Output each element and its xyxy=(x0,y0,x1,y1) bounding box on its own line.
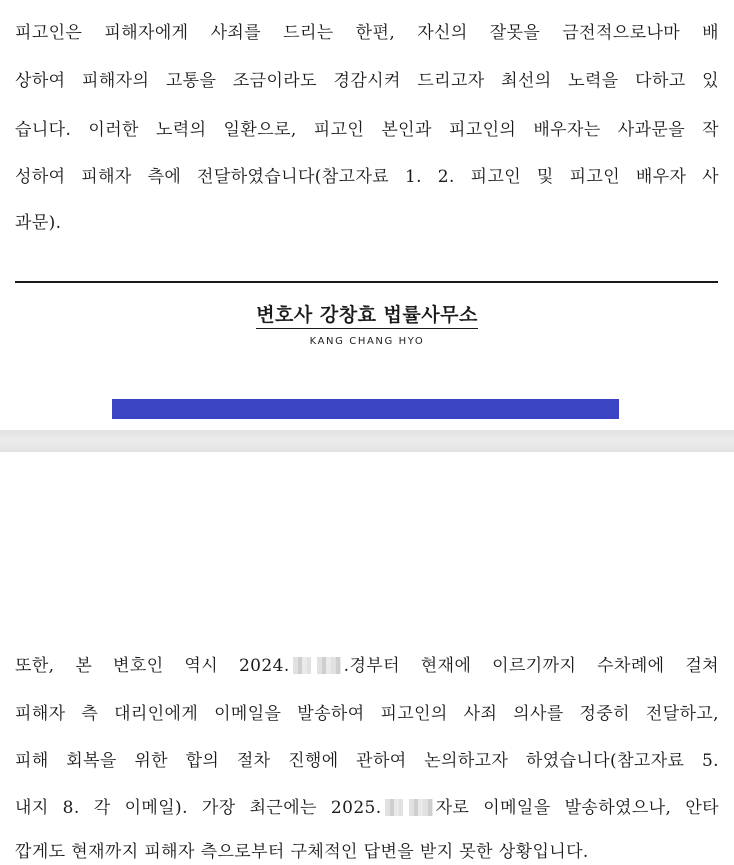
redaction-mark xyxy=(317,657,341,674)
paragraph-line: 피고인은 피해자에게 사죄를 드리는 한편, 자신의 잘못을 금전적으로나마 배 xyxy=(15,23,719,43)
law-firm-name: 변호사 강창효 법률사무소 xyxy=(0,300,734,327)
paragraph-line: 상하여 피해자의 고통을 조금이라도 경감시켜 드리고자 최선의 노력을 다하고 있 xyxy=(15,71,719,91)
paragraph-line: 습니다. 이러한 노력의 일환으로, 피고인 본인과 피고인의 배우자는 사과문을 작 xyxy=(15,120,719,140)
page-break xyxy=(0,430,734,452)
redaction-mark xyxy=(385,799,403,816)
redaction-mark xyxy=(293,657,311,674)
paragraph-line: 깝게도 현재까지 피해자 측으로부터 구체적인 답변을 받지 못한 상황입니다. xyxy=(15,842,589,862)
document-page-top xyxy=(0,0,734,430)
redaction-mark xyxy=(409,799,433,816)
paragraph-line: 과문). xyxy=(15,213,62,233)
document-page-bottom xyxy=(0,452,734,865)
law-firm-english-name: KANG CHANG HYO xyxy=(309,336,425,347)
paragraph-line: 내지 8. 각 이메일). 가장 최근에는 2025. 자로 이메일을 발송하였으나, 안타 xyxy=(15,798,719,818)
footer-divider xyxy=(15,281,718,283)
paragraph-line: 피해 회복을 위한 합의 절차 진행에 관하여 논의하고자 하였습니다(참고자료 5. xyxy=(15,751,719,771)
paragraph-line: 또한, 본 변호인 역시 2024. .경부터 현재에 이르기까지 수차례에 걸쳐 xyxy=(15,656,720,676)
paragraph-line: 성하여 피해자 측에 전달하였습니다(참고자료 1. 2. 피고인 및 피고인 배우자 사 xyxy=(15,167,719,187)
footer-accent-bar xyxy=(112,399,619,419)
paragraph-line: 피해자 측 대리인에게 이메일을 발송하여 피고인의 사죄 의사를 정중히 전달하고, xyxy=(15,704,719,724)
